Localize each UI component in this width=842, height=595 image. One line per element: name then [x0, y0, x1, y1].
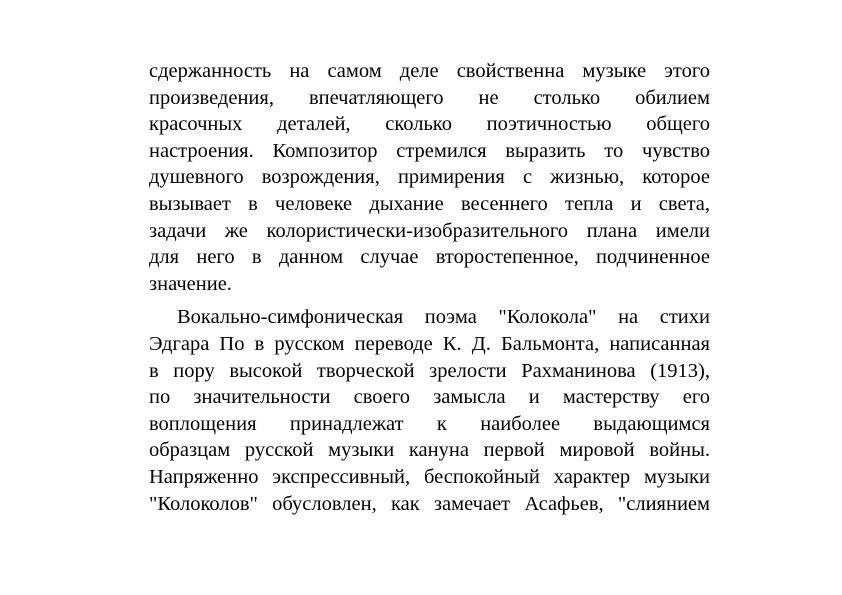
body-text [149, 58, 710, 517]
text-line: произведения, впечатляющего не столько обилием [149, 86, 710, 109]
text-line: "Колоколов" обусловлен, как замечает Асафьев, "слиянием [149, 492, 710, 515]
paragraph-2 [149, 304, 710, 517]
text-line: по значительности своего замысла и мастерству его [149, 386, 710, 409]
text-line: душевного возрождения, примирения с жизнью, которое [149, 166, 710, 189]
text-line: настроения. Композитор стремился выразить то чувство [149, 139, 710, 162]
text-line: Вокально-симфоническая поэма "Колокола" на стихи [177, 306, 710, 329]
text-line: Эдгара По в русском переводе К. Д. Бальмонта, написанная [149, 332, 710, 355]
paragraph-1 [149, 58, 710, 297]
text-line: значение. [149, 272, 232, 295]
text-line: для него в данном случае второстепенное, подчиненное [149, 246, 710, 269]
text-line: образцам русской музыки кануна первой мировой войны. [149, 439, 710, 462]
text-line: Напряженно экспрессивный, беспокойный характер музыки [149, 465, 710, 488]
text-line: воплощения принадлежат к наиболее выдающимся [149, 412, 710, 435]
text-line: вызывает в человеке дыхание весеннего тепла и света, [149, 192, 710, 215]
text-line: красочных деталей, сколько поэтичностью общего [149, 113, 710, 136]
text-line: задачи же колористически-изобразительного плана имели [149, 219, 710, 242]
text-line: сдержанность на самом деле свойственна музыке этого [149, 60, 710, 82]
text-line: в пору высокой творческой зрелости Рахманинова (1913), [149, 359, 710, 382]
